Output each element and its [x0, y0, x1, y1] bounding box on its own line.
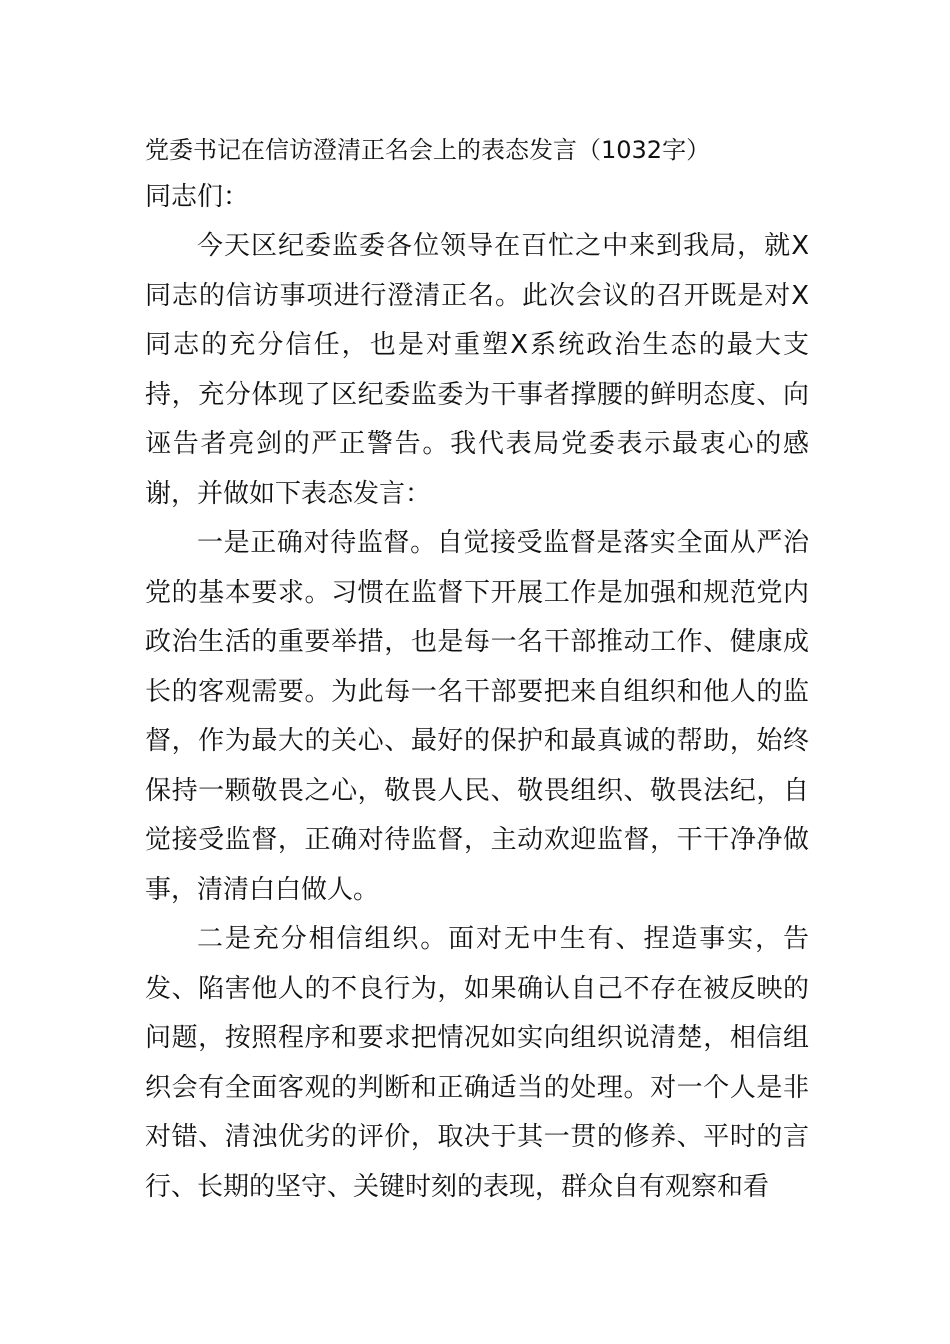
- paragraph-point-two: 二是充分相信组织。面对无中生有、捏造事实，告发、陷害他人的不良行为，如果确认自己不存在被反映的问题，按照程序和要求把情况如实向组织说清楚，相信组织会有全面客观的判断和正确适当的处理。对一个人是非对错、清浊优劣的评价，取决于其一贯的修养、平时的言行、长期的坚守、关键时刻的表现，群众自有观察和看: [145, 924, 809, 1202]
- document-title: 党委书记在信访澄清正名会上的表态发言（1032字）: [145, 136, 711, 164]
- paragraph-point-one: 一是正确对待监督。自觉接受监督是落实全面从严治党的基本要求。习惯在监督下开展工作是加强和规范党内政治生活的重要举措，也是每一名干部推动工作、健康成长的客观需要。为此每一名干部要把来自组织和他人的监督，作为最大的关心、最好的保护和最真诚的帮助，始终保持一颗敬畏之心，敬畏人民、敬畏组织、敬畏法纪，自觉接受监督，正确对待监督，主动欢迎监督，干干净净做事，清清白白做人。: [145, 528, 809, 905]
- document-body: [145, 128, 809, 1212]
- paragraph-intro: 今天区纪委监委各位领导在百忙之中来到我局，就X同志的信访事项进行澄清正名。此次会议的召开既是对X同志的充分信任，也是对重塑X系统政治生态的最大支持，充分体现了区纪委监委为干事者撑腰的鲜明态度、向诬告者亮剑的严正警告。我代表局党委表示最衷心的感谢，并做如下表态发言：: [145, 231, 809, 509]
- greeting: 同志们：: [145, 182, 250, 212]
